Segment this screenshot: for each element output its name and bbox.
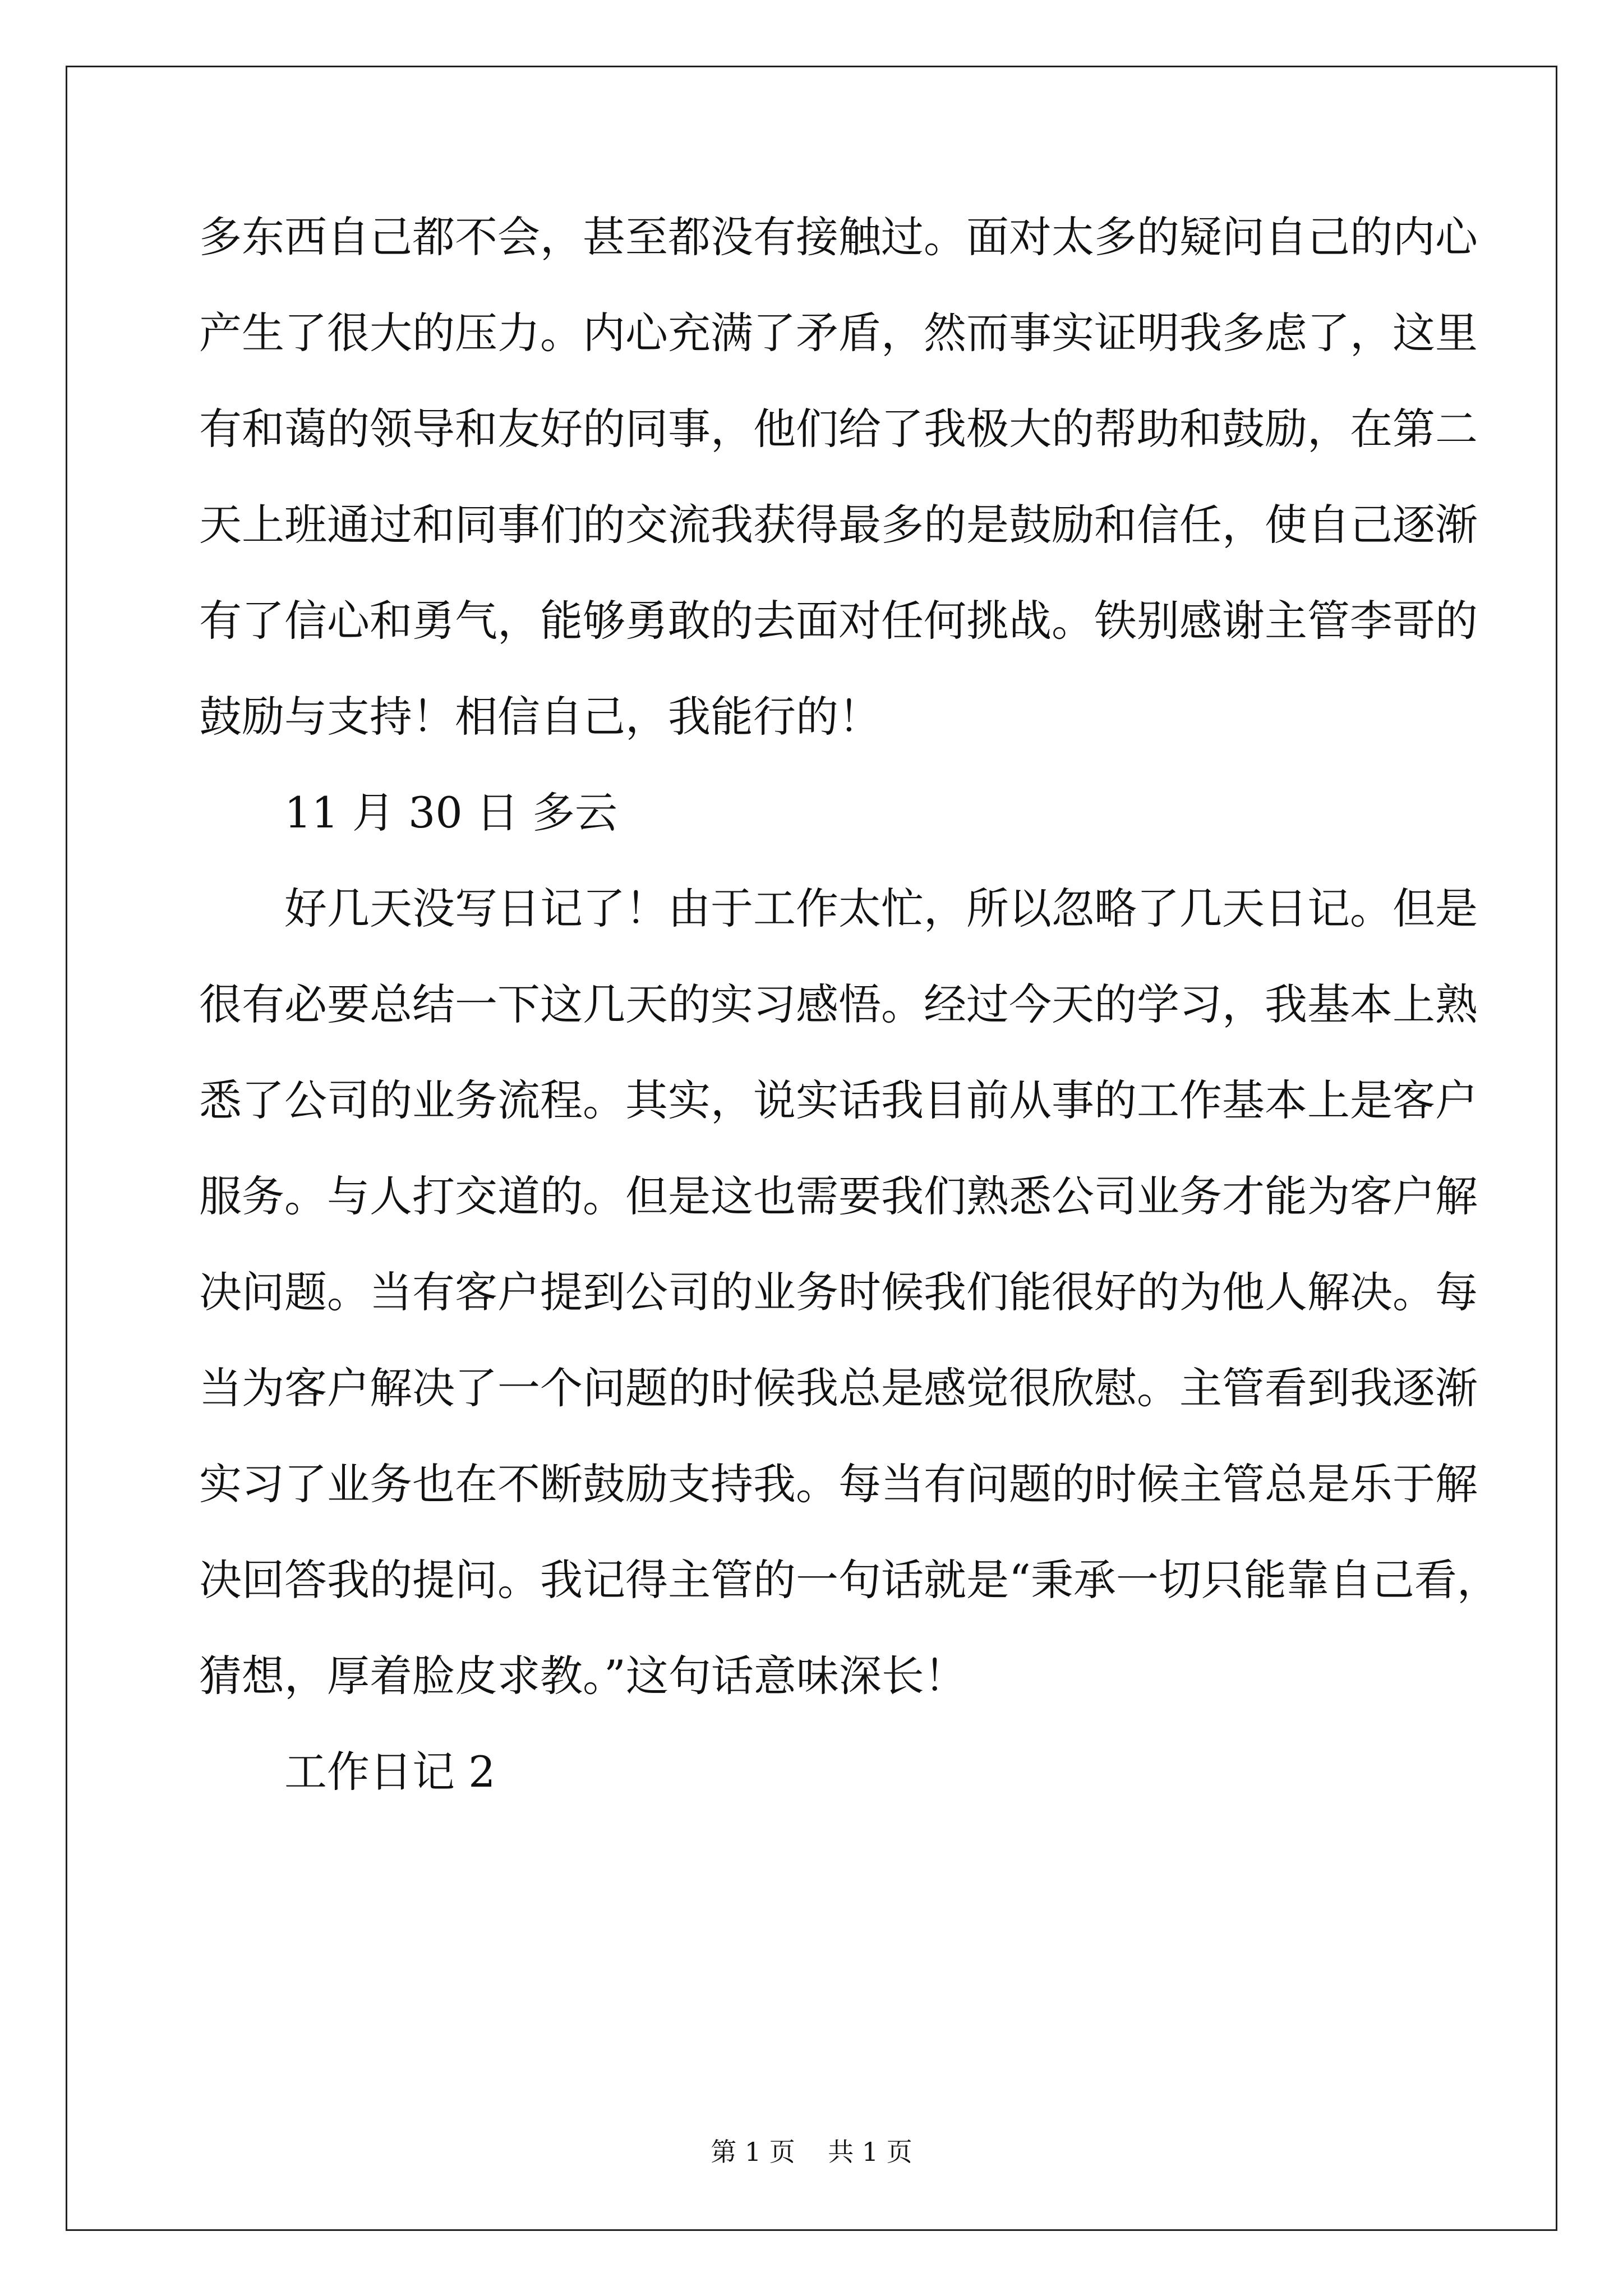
text-line: 决问题。当有客户提到公司的业务时候我们能很好的为他人解决。每 xyxy=(199,1267,1478,1317)
text-line: 决回答我的提问。我记得主管的一句话就是“秉承一切只能靠自己看， xyxy=(199,1555,1500,1605)
text-line: 产生了很大的压力。内心充满了矛盾，然而事实证明我多虑了，这里 xyxy=(199,308,1478,358)
text-line: 天上班通过和同事们的交流我获得最多的是鼓励和信任，使自己逐渐 xyxy=(199,500,1478,550)
text-line: 有了信心和勇气，能够勇敢的去面对任何挑战。铁别感谢主管李哥的 xyxy=(199,596,1478,646)
text-line: 悉了公司的业务流程。其实，说实话我目前从事的工作基本上是客户 xyxy=(199,1075,1478,1125)
section-heading: 工作日记 2 xyxy=(284,1747,496,1797)
text-line: 好几天没写日记了！由于工作太忙，所以忽略了几天日记。但是 xyxy=(284,884,1478,933)
text-line: 实习了业务也在不断鼓励支持我。每当有问题的时候主管总是乐于解 xyxy=(199,1459,1478,1509)
text-line: 多东西自己都不会，甚至都没有接触过。面对太多的疑问自己的内心 xyxy=(199,212,1478,262)
date-weather-heading: 11 月 30 日 多云 xyxy=(284,788,618,838)
text-line: 服务。与人打交道的。但是这也需要我们熟悉公司业务才能为客户解 xyxy=(199,1171,1478,1221)
text-line: 很有必要总结一下这几天的实习感悟。经过今天的学习，我基本上熟 xyxy=(199,979,1478,1029)
page-footer: 第 1 页 共 1 页 xyxy=(711,2137,912,2167)
document-body xyxy=(199,212,1500,1843)
text-line: 当为客户解决了一个问题的时候我总是感觉很欣慰。主管看到我逐渐 xyxy=(199,1363,1478,1413)
text-line: 鼓励与支持！相信自己，我能行的！ xyxy=(199,692,881,742)
text-line: 猜想，厚着脸皮求教。”这句话意味深长！ xyxy=(199,1651,967,1701)
text-line: 有和蔼的领导和友好的同事，他们给了我极大的帮助和鼓励，在第二 xyxy=(199,404,1478,454)
